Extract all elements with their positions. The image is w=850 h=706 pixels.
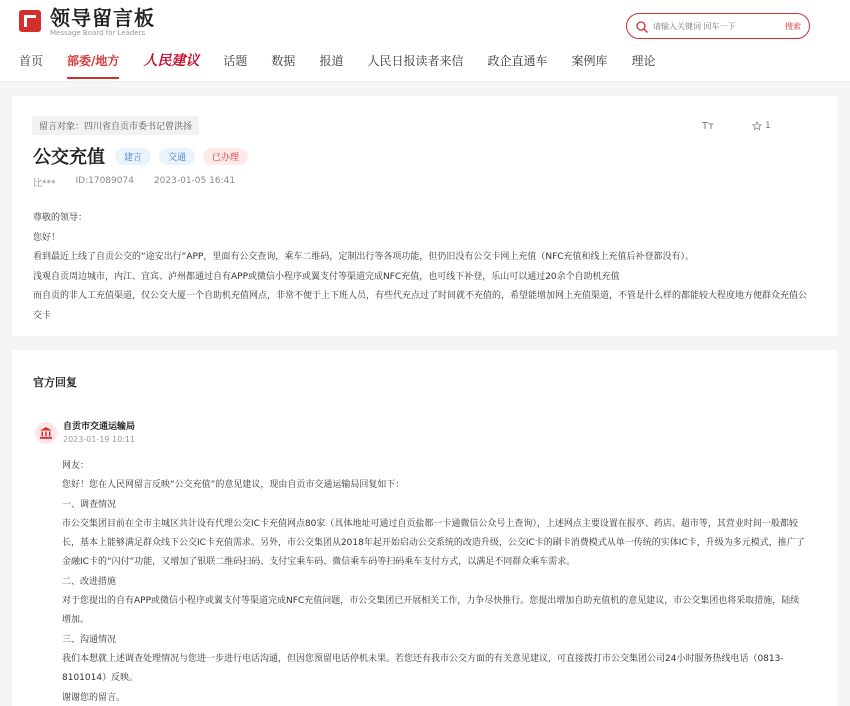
status-badge: 已办理	[203, 148, 248, 165]
reply-header	[35, 420, 135, 446]
logo-mark-icon	[18, 9, 44, 35]
search-button[interactable]: 搜索	[785, 21, 801, 31]
reply-paragraph: 我们本想就上述调查处理情况与您进一步进行电话沟通，但因您预留电话停机未果。若您还有我市公交方面的有关意见建议，可直接拨打市公交集团公司24小时服务热线电话（0813-8101014）反映。	[62, 653, 784, 684]
like-icon	[752, 121, 762, 131]
nav-item-home[interactable]: 首页	[19, 54, 44, 68]
reply-org-name: 自贡市交通运输局	[63, 422, 136, 432]
message-paragraph: 浅观自贡周边城市，内江、宜宾、泸州都通过自有APP或微信小程序或翼支付等渠道完成NFC充值，也可线下补登，乐山可以通过20余个自助机充值	[33, 271, 620, 282]
tag-transport: 交通	[159, 148, 195, 165]
nav-item-reports[interactable]: 报道	[319, 54, 344, 68]
reply-paragraph: 谢谢您的留言。	[62, 692, 126, 703]
logo-subtitle: Message Board for Leaders	[50, 29, 146, 37]
search-box	[626, 13, 810, 39]
nav-item-people-suggestions[interactable]: 人民建议	[143, 53, 200, 69]
nav-item-reader-letters[interactable]: 人民日报读者来信	[367, 54, 464, 68]
top-header	[0, 0, 850, 82]
reply-time: 2023-01-19 10:11	[63, 435, 136, 444]
official-reply-card	[12, 350, 837, 706]
reply-paragraph: 您好！您在人民网留言反映“公交充值”的意见建议，现由自贡市交通运输局回复如下：	[62, 480, 405, 491]
reply-section-title: 官方回复	[33, 376, 77, 389]
reply-paragraph: 对于您提出的自有APP或微信小程序或翼支付等渠道完成NFC充值问题，市公交集团已开展相关工作，力争尽快推行。您提出增加自助充值机的意见建议，市公交集团也将采取措施，陆续增加。	[62, 596, 800, 626]
message-paragraph: 尊敬的领导：	[33, 213, 88, 223]
like-button[interactable]	[752, 121, 771, 131]
site-logo[interactable]	[18, 7, 155, 37]
reply-paragraph: 市公交集团目前在全市主城区共计设有代理公交IC卡充值网点80家（具体地址可通过自贡盐都一卡通微信公众号上查询），上述网点主要设置在报亭、药店、超市等，其营业时间一般都较长，基本上能够满足群众线下公交IC卡充值需求。另外，市公交集团从2018年起开始启动公交系统的改造升级，公交IC卡的刷卡消费模式从单一传统的实体IC卡，升级为多元模式，推广了金融IC卡的“闪付”功能，又增加了银联二维码扫码、支付宝乘车码、微信乘车码等扫码乘车支付方式，以满足不同群众乘车需求。	[62, 518, 805, 568]
logo-title: 领导留言板	[50, 6, 155, 30]
search-input[interactable]	[653, 22, 765, 31]
message-body	[33, 209, 813, 326]
message-paragraph: 看到最近上线了自贡公交的“途安出行”APP，里面有公交查询，乘车二维码，定制出行等各项功能，但仍旧没有公交卡网上充值（NFC充值和线上充值后补登都没有）。	[33, 252, 695, 262]
government-building-icon	[35, 422, 57, 444]
message-paragraph: 您好！	[33, 232, 61, 243]
message-meta	[33, 176, 255, 189]
reply-paragraph: 三、沟通情况	[62, 634, 117, 645]
reply-paragraph: 一、调查情况	[62, 499, 117, 510]
page-title: 公交充值	[33, 147, 105, 168]
message-datetime: 2023-01-05 16:41	[153, 176, 236, 186]
reply-body	[62, 457, 807, 706]
nav-item-theory[interactable]: 理论	[631, 54, 656, 68]
message-id: ID:17089074	[75, 176, 134, 186]
nav-item-ministries[interactable]: 部委/地方	[67, 51, 119, 71]
message-card	[12, 96, 837, 336]
like-count: 1	[765, 121, 771, 131]
message-target: 留言对象：四川省自贡市委书记曾洪扬	[32, 116, 199, 135]
font-size-toggle[interactable]: Tт	[702, 121, 714, 132]
nav-item-data[interactable]: 数据	[271, 54, 296, 68]
search-icon	[635, 19, 649, 33]
nav-item-topics[interactable]: 话题	[223, 54, 248, 68]
message-paragraph: 而自贡的非人工充值渠道，仅公交大厦一个自助机充值网点，非常不便于上下班人员，有些代充点过了时间就不充值的，希望能增加网上充值渠道，不管是什么样的都能较大程度地方便群众充值公交卡	[33, 291, 808, 321]
main-nav	[19, 51, 680, 71]
author-name: 比***	[33, 179, 56, 189]
nav-item-cases[interactable]: 案例库	[571, 54, 608, 68]
tag-suggestion: 建言	[115, 148, 151, 165]
nav-item-enterprise[interactable]: 政企直通车	[487, 54, 548, 68]
title-row	[33, 143, 256, 169]
reply-paragraph: 二、改进措施	[62, 576, 117, 587]
reply-paragraph: 网友：	[62, 461, 90, 471]
